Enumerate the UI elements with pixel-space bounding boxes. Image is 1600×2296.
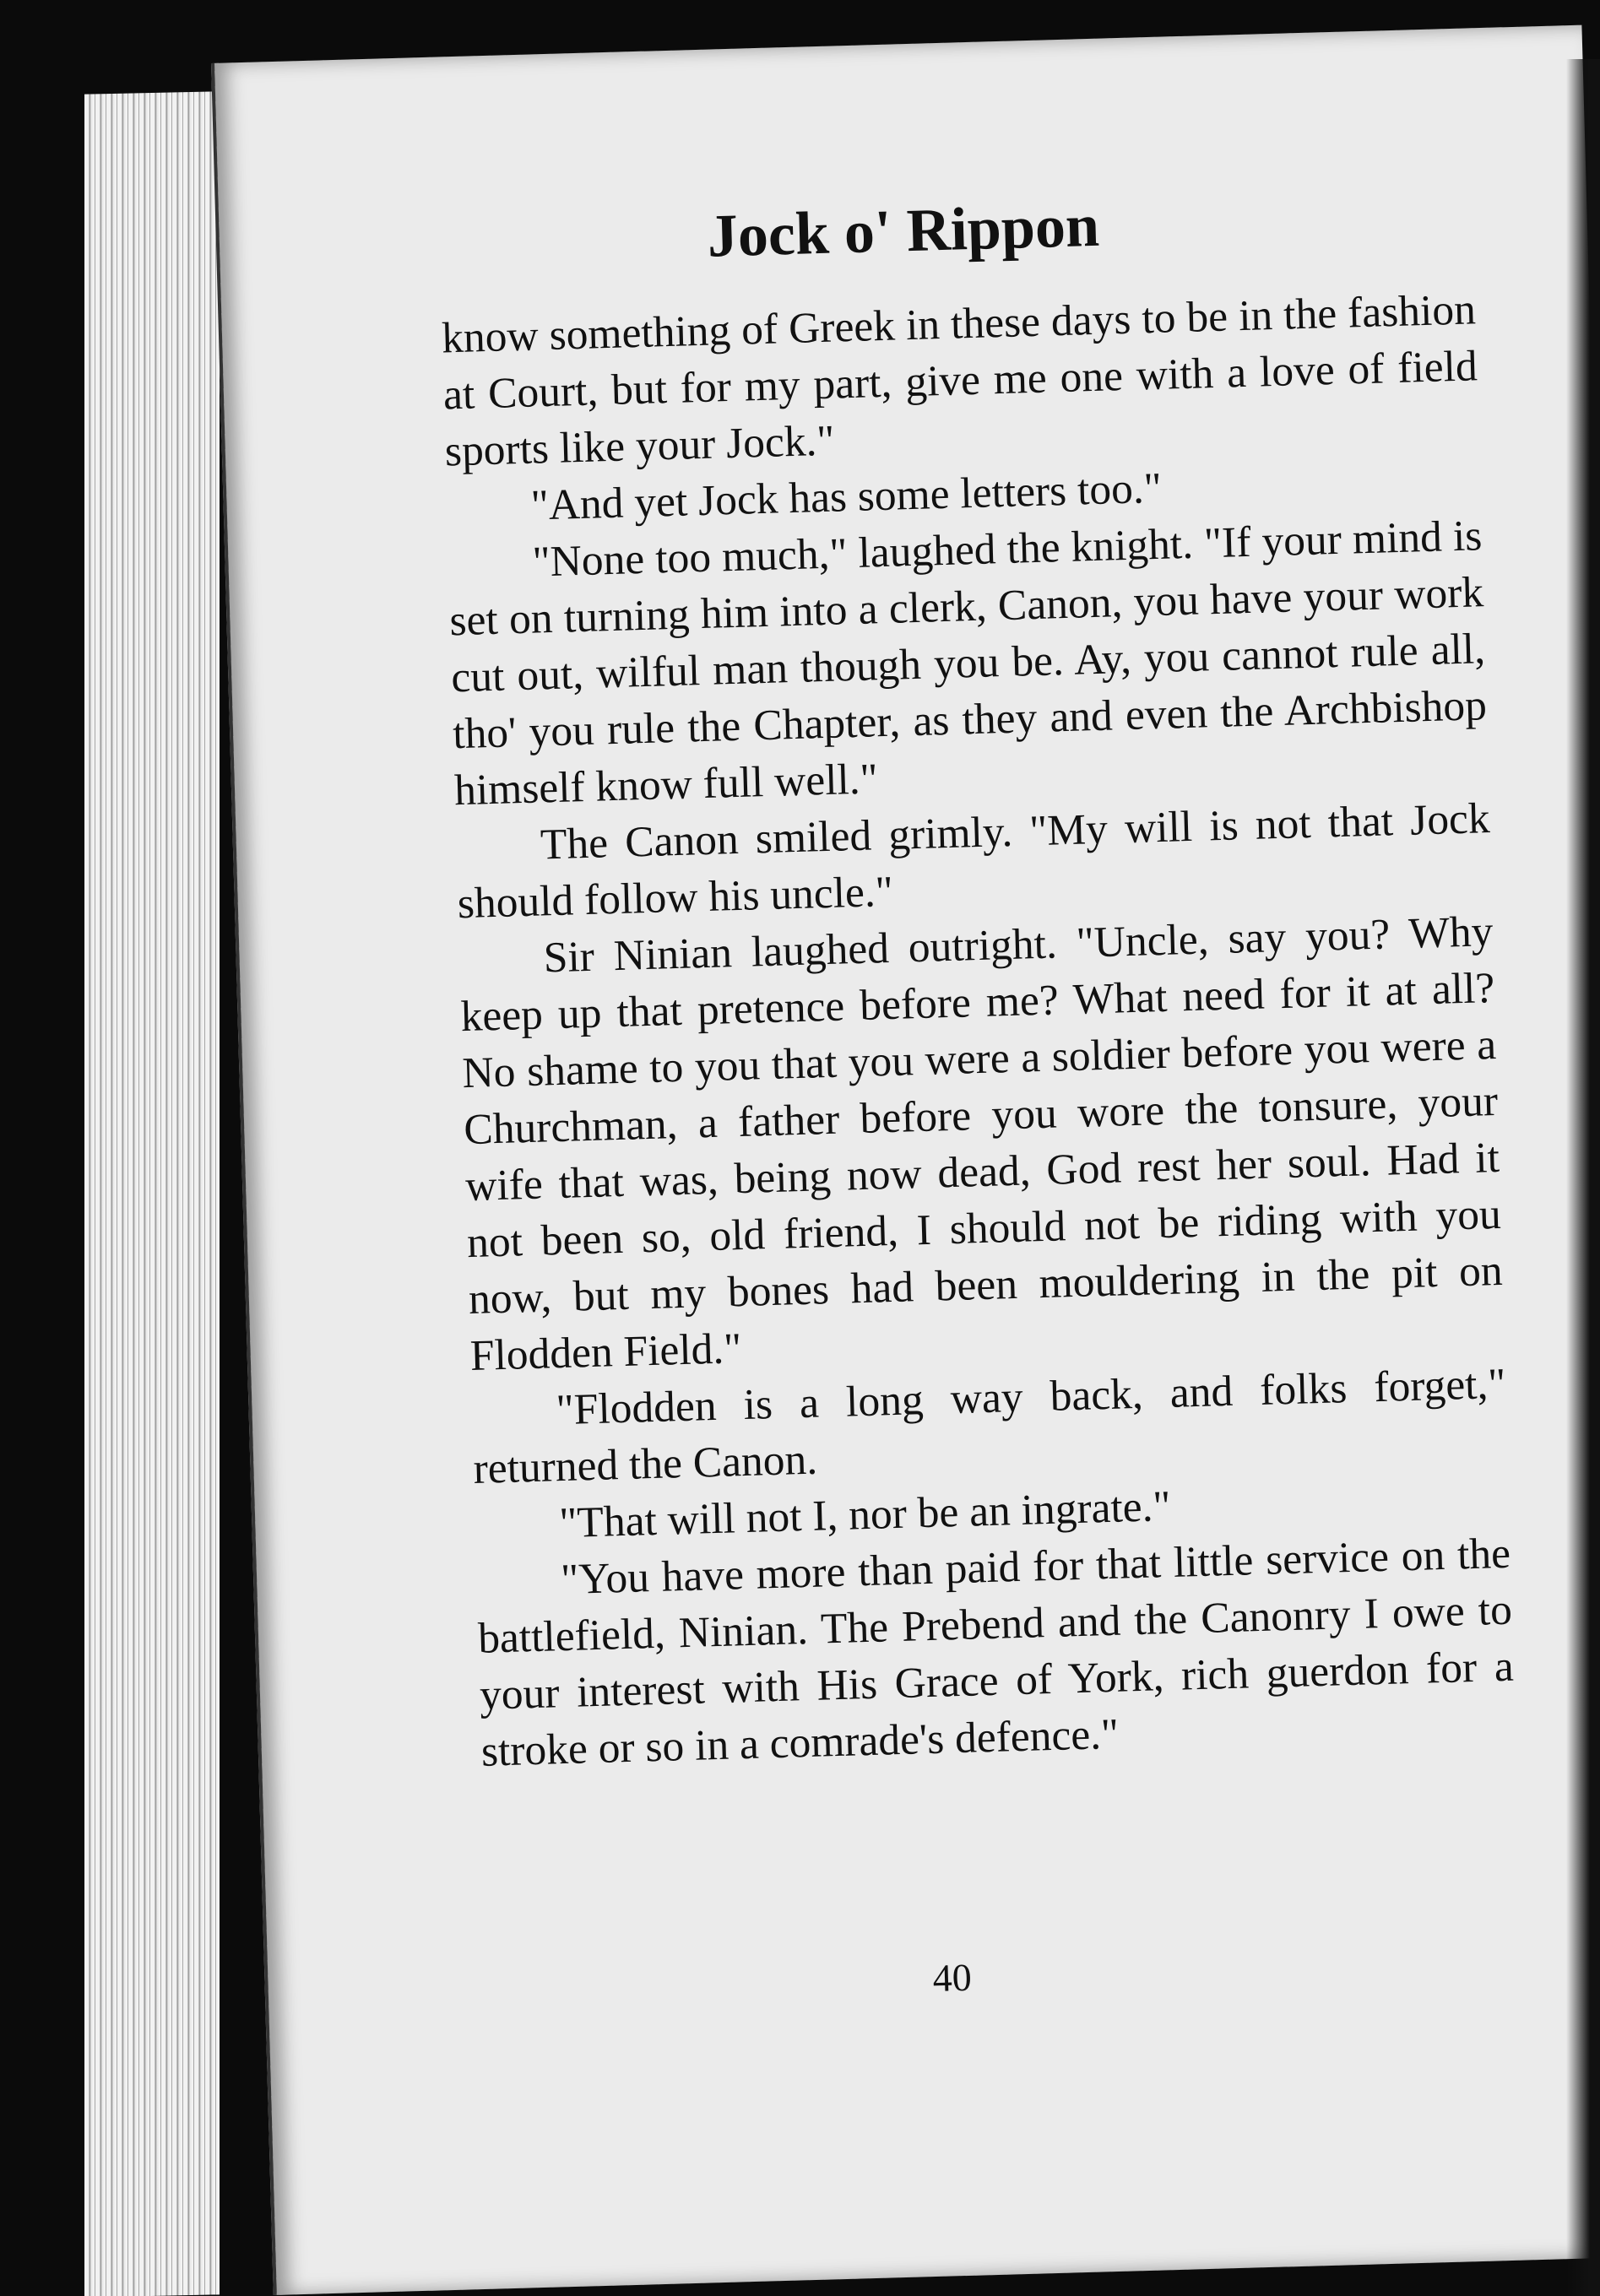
paragraph: Sir Ninian laughed outright. "Uncle, say you? Why keep up that pretence before me? What need for it at all? No shame to you that you were a soldier before you were a Churchman, a father before you wore the tonsure, your wife that was, being now dead, God rest her soul. Had it not been so, old friend, I should not be riding with you now, but my bones had been mouldering in the pit on Flodden Field." <box>459 907 1504 1381</box>
book-page <box>211 25 1600 2295</box>
paragraph: "That will not I, nor be an ingrate." <box>558 1481 1172 1548</box>
paragraph: "Flodden is a long way back, and folks forget," returned the Canon. <box>472 1359 1507 1493</box>
paragraph: The Canon smiled grimly. "My will is not that Jock should follow his uncle." <box>457 794 1491 929</box>
page-edges <box>84 91 220 2296</box>
page-gutter-shadow <box>1566 59 1600 2296</box>
running-head: Jock o' Rippon <box>706 191 1100 270</box>
paragraph: "You have more than paid for that little service on the battlefield, Ninian. The Prebend and the Canonry I owe to your interest with His Grace of York, rich guerdon for a stroke or so in a comrade's defence." <box>477 1529 1515 1776</box>
paragraph: "None too much," laughed the knight. "If your mind is set on turning him into a clerk, Canon, you have your work cut out, wilful man though you be. Ay, you cannot rule all, tho' you rule the Chapter, as they and even the Archbishop himself know full well." <box>448 512 1488 815</box>
page-number: 40 <box>931 1955 973 2001</box>
paragraph: "And yet Jock has some letters too." <box>529 463 1163 530</box>
paragraph: know something of Greek in these days to be in the fashion at Court, but for my part, give me one with a love of field sports like your Jock." <box>441 285 1478 476</box>
body-text <box>441 281 1516 1780</box>
